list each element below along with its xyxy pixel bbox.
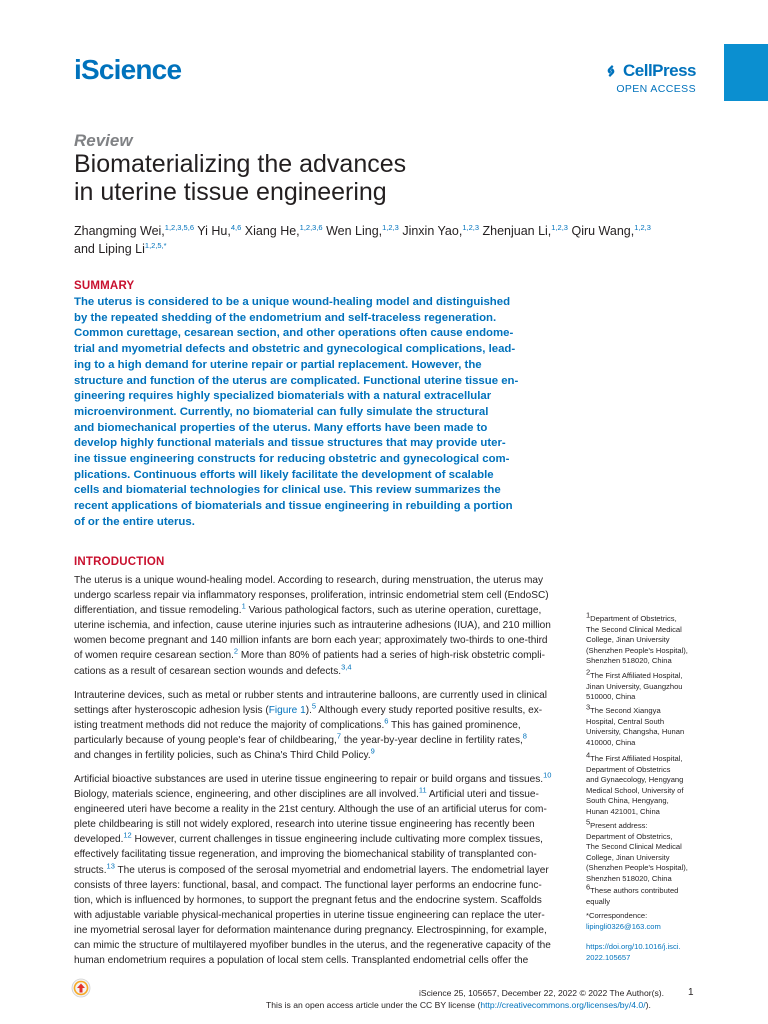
text-line	[74, 664, 558, 679]
affiliation-text: These authors contributed	[590, 886, 679, 895]
reference-mark[interactable]: 5	[311, 701, 317, 711]
summary-line: structure and function of the uterus are complicated. Functional uterine tissue en-	[74, 374, 519, 387]
text-run: However, current challenges in tissue engineering include cultivating more complex tissues,	[131, 834, 543, 846]
author-name: Xiang He,	[244, 224, 300, 238]
affiliation-text: Hospital, Central South	[586, 716, 665, 726]
intro-paragraph-1	[74, 573, 558, 679]
text-run: tion, which is influenced by hormones, to support the pregnant fetus and the endocrine system. Scaffolds	[74, 894, 542, 906]
affiliation-number: 2	[586, 667, 591, 677]
summary-line: develop highly functional materials and tissue structures that may provide uter-	[74, 437, 506, 450]
text-line	[74, 603, 558, 618]
text-run: settings after hysteroscopic adhesion lysis (	[74, 705, 269, 717]
reference-mark[interactable]: 1	[241, 601, 246, 611]
author-name: Zhangming Wei,	[74, 224, 165, 238]
summary-line: microenvironment. Currently, no biomaterial can fully simulate the structural	[74, 405, 489, 418]
affiliation-line	[586, 897, 706, 908]
text-run: consists of three layers: functional, basal, and compact. The functional layer performs an endocrine func-	[74, 879, 542, 891]
text-line	[74, 817, 558, 832]
affiliation-text: College, Jinan University	[586, 852, 670, 862]
affiliation-text: The Second Clinical Medical	[586, 624, 682, 634]
summary-line: by the repeated shedding of the endometrium and self-traceless regeneration.	[74, 311, 497, 324]
text-line	[74, 938, 558, 953]
text-run: structs.	[74, 864, 107, 876]
text-line	[74, 748, 558, 763]
accent-block	[724, 44, 768, 101]
figure-link[interactable]: Figure 1	[268, 705, 306, 717]
summary-heading: SUMMARY	[74, 280, 135, 292]
affiliation-text: South China, Hengyang,	[586, 796, 669, 805]
text-run: plete childbearing is still not widely explored, research into uterine tissue engineering has recently been	[74, 819, 535, 831]
text-run: cations as a result of cesarean section wounds and defects.	[74, 665, 342, 677]
reference-mark[interactable]: 10	[543, 770, 552, 780]
text-line	[74, 633, 558, 648]
summary-text	[74, 295, 558, 531]
text-run: Intrauterine devices, such as metal or rubber stents and intrauterine balloons, are currently used in clinical	[74, 690, 547, 701]
reference-mark[interactable]: 9	[370, 747, 375, 757]
text-run: women become pregnant and 140 million infants are born each year; approximately two-thirds to one-third	[74, 635, 548, 647]
author-affiliation-marks: 1,2,3	[551, 222, 568, 232]
doi-line[interactable]: https://doi.org/10.1016/j.isci.	[586, 942, 681, 951]
summary-line: recent applications of biomaterials and tissue engineering in rebuilding a portion	[74, 500, 513, 513]
affiliation-text: 410000, China	[586, 737, 636, 747]
affiliation-text: The First Affiliated Hospital,	[590, 671, 683, 680]
affiliation-line	[586, 775, 706, 786]
affiliation-line	[586, 863, 706, 874]
text-line	[74, 863, 558, 878]
affiliation-line	[586, 702, 706, 717]
affiliation-number: 4	[586, 750, 591, 760]
text-run: with adjustable variable physical-mechanical properties in uterine tissue engineering can replace the uter-	[74, 909, 545, 921]
author-name: Jinxin Yao,	[402, 224, 463, 238]
article-type: Review	[74, 131, 133, 150]
author-affiliation-marks: 4,6	[230, 222, 242, 232]
intro-paragraph-3	[74, 772, 558, 968]
affiliation-2	[586, 667, 706, 703]
author-name: Yi Hu,	[197, 224, 231, 238]
affiliation-4	[586, 750, 706, 817]
affiliation-line	[586, 807, 706, 818]
affiliation-line	[586, 882, 706, 897]
summary-line: trial and myometrial defects and obstetric and gynecological complications, lead-	[74, 343, 516, 356]
affiliation-number: 6	[586, 882, 591, 892]
text-line	[74, 908, 558, 923]
license-prefix: This is an open access article under the CC BY license (	[266, 1000, 481, 1010]
summary-line: ine tissue engineering constructs for reducing obstetric and gynecological com-	[74, 453, 510, 466]
text-line	[74, 703, 558, 718]
check-for-updates-icon[interactable]	[71, 978, 91, 998]
text-run: The uterus is a unique wound-healing model. According to research, during menstruation, the uterus may	[74, 575, 544, 586]
reference-mark[interactable]: 2	[233, 647, 239, 657]
text-line	[74, 648, 558, 663]
text-run: undergo scarless repair via inflammatory responses, proliferation, intrinsic endometrial stem cell (EndoSC)	[74, 590, 549, 602]
affiliation-6	[586, 882, 706, 907]
text-run: The uterus is composed of the serosal myometrial and endometrial layers. The endometrial layer	[114, 864, 549, 876]
affiliation-line	[586, 625, 706, 636]
affiliation-line	[586, 832, 706, 843]
affiliation-text: Hunan 421001, China	[586, 806, 660, 816]
affiliation-text: equally	[586, 896, 611, 906]
affiliation-text: (Shenzhen People's Hospital),	[586, 863, 688, 872]
text-line	[74, 718, 558, 733]
affiliation-line	[586, 717, 706, 728]
intro-paragraph-2	[74, 688, 558, 763]
text-run: differentiation, and tissue remodeling.	[74, 605, 242, 617]
affiliation-line	[586, 682, 706, 693]
author-list	[74, 222, 714, 258]
text-run: More than 80% of patients had a series of high-risk obstetric compli-	[238, 650, 545, 662]
affiliation-line	[586, 874, 706, 885]
text-run: developed.	[74, 834, 124, 846]
license-suffix: ).	[645, 1000, 651, 1010]
correspondence-label: *Correspondence:	[586, 911, 648, 920]
affiliation-text: The Second Clinical Medical	[586, 842, 682, 851]
summary-line: The uterus is considered to be a unique wound-healing model and distinguished	[74, 296, 511, 308]
author-name: Wen Ling,	[326, 224, 383, 238]
reference-mark[interactable]: 8	[522, 731, 527, 741]
text-run: Although every study reported positive results, ex-	[316, 705, 543, 717]
text-run: This has gained prominence,	[388, 720, 521, 732]
introduction-heading: INTRODUCTION	[74, 556, 165, 568]
license-link[interactable]: http://creativecommons.org/licenses/by/4.0/	[480, 1000, 646, 1010]
affiliation-text: 510000, China	[586, 692, 636, 701]
affiliation-line	[586, 738, 706, 749]
affiliation-number: 5	[586, 817, 591, 827]
text-run: ine myometrial serosal layer for deformation maintenance during pregnancy. Electrospinning, for example,	[74, 924, 547, 936]
text-run: uterine ischemia, and infection, cause uterine injuries such as intrauterine adhesions (IUA), and 210 million	[74, 620, 551, 632]
text-run: effectively facilitating tissue regeneration, and improving the biomechanical stability of transplanted con-	[74, 849, 537, 861]
text-line	[74, 893, 558, 908]
summary-line: gineering requires highly specialized biomaterials with a natural extracellular	[74, 390, 492, 403]
author-name: and Liping Li	[74, 242, 145, 256]
page-number: 1	[688, 987, 694, 998]
affiliation-line	[586, 750, 706, 765]
author-affiliation-marks: 1,2,5,*	[144, 240, 167, 250]
affiliation-line	[586, 667, 706, 682]
affiliation-line	[586, 692, 706, 703]
reference-mark[interactable]: 6	[384, 716, 389, 726]
title-line: in uterine tissue engineering	[74, 178, 387, 206]
affiliation-text: Department of Obstetrics,	[590, 614, 677, 623]
affiliation-text: Present address:	[590, 821, 648, 830]
affiliation-line	[586, 610, 706, 625]
text-line	[74, 588, 558, 603]
text-line	[74, 832, 558, 847]
reference-mark[interactable]: 11	[418, 785, 427, 795]
affiliation-number: 1	[586, 610, 591, 620]
affiliation-text: Department of Obstetrics,	[586, 831, 673, 841]
affiliation-text: The Second Xiangya	[590, 706, 661, 715]
affiliation-line	[586, 656, 706, 667]
summary-line: Common curettage, cesarean section, and other operations often cause endome-	[74, 327, 514, 340]
license-line	[266, 1000, 651, 1010]
author-affiliation-marks: 1,2,3,6	[299, 222, 323, 232]
affiliation-line	[586, 786, 706, 797]
cellpress-logo-icon	[602, 63, 620, 79]
affiliation-line	[586, 635, 706, 646]
reference-mark[interactable]: 7	[336, 731, 342, 741]
author-name: Qiru Wang,	[571, 224, 635, 238]
text-run: Artificial bioactive substances are used in uterine tissue engineering to repair or build organs and tissues.	[74, 774, 544, 785]
affiliation-line	[586, 817, 706, 832]
affiliation-line	[586, 765, 706, 776]
affiliation-text: The First Affiliated Hospital,	[590, 754, 683, 763]
correspondence-email[interactable]: lipingli0326@163.com	[586, 921, 661, 931]
reference-mark[interactable]: 12	[123, 831, 132, 841]
reference-mark[interactable]: 13	[106, 861, 115, 871]
author-affiliation-marks: 1,2,3	[462, 222, 479, 232]
text-run: isting treatment methods did not reduce the majority of complications.	[74, 720, 385, 732]
text-run: of women require cesarean section.	[74, 650, 234, 662]
text-run: Artificial uteri and tissue-	[426, 789, 539, 801]
author-affiliation-marks: 1,2,3,5,6	[164, 222, 194, 232]
open-access-label: OPEN ACCESS	[616, 83, 696, 95]
text-run: Biology, materials science, engineering, and other disciplines are all involved.	[74, 789, 419, 801]
reference-mark[interactable]: 3,4	[341, 662, 352, 672]
doi-line[interactable]: 2022.105657	[586, 952, 631, 962]
text-run: particularly because of young people's fear of childbearing,	[74, 735, 337, 747]
citation-line: iScience 25, 105657, December 22, 2022 © 2022 The Author(s).	[418, 988, 664, 998]
affiliation-number: 3	[586, 702, 591, 712]
affiliation-line	[586, 796, 706, 807]
text-line	[74, 923, 558, 938]
text-run: and changes in fertility policies, such as China's Third Child Policy.	[74, 750, 371, 762]
affiliation-1	[586, 610, 706, 667]
affiliation-line	[586, 646, 706, 657]
affiliation-text: Medical School, University of	[586, 785, 684, 795]
affiliation-text: Jinan University, Guangzhou	[586, 681, 683, 691]
summary-line: plications. Continuous efforts will likely facilitate the development of scalable	[74, 468, 494, 481]
summary-line: cells and biomaterial technologies for clinical use. This review summarizes the	[74, 484, 501, 497]
text-run: ).	[305, 705, 312, 717]
text-run: the year-by-year decline in fertility rates,	[341, 735, 523, 747]
author-affiliation-marks: 1,2,3	[634, 222, 651, 232]
affiliation-line	[586, 727, 706, 738]
affiliation-line	[586, 853, 706, 864]
text-run: can mimic the structure of multilayered myofiber bundles in the uterus, and the regenerative capacity of the	[74, 940, 551, 952]
affiliation-text: Department of Obstetrics	[586, 764, 671, 774]
text-line	[74, 573, 558, 588]
article-title	[74, 150, 634, 206]
affiliation-line	[586, 842, 706, 853]
author-affiliation-marks: 1,2,3	[382, 222, 399, 232]
summary-line: of or the entire uterus.	[74, 515, 195, 528]
affiliation-text: Shenzhen 518020, China	[586, 873, 672, 883]
text-line	[74, 802, 558, 817]
affiliation-text: Shenzhen 518020, China	[586, 656, 672, 665]
publisher-name: CellPress	[623, 61, 696, 80]
text-line	[74, 772, 558, 787]
journal-name: iScience	[74, 54, 182, 85]
correspondence-block	[586, 911, 706, 963]
affiliation-text: (Shenzhen People's Hospital),	[586, 645, 688, 655]
affiliation-text: University, Changsha, Hunan	[586, 727, 685, 736]
text-line	[74, 733, 558, 748]
author-name: Zhenjuan Li,	[482, 224, 552, 238]
summary-line: and biomechanical properties of the uterus. Many efforts have been made to	[74, 421, 488, 434]
publisher-logo	[586, 62, 696, 95]
text-line	[74, 847, 558, 862]
summary-line: ing to a high demand for uterine repair or partial replacement. However, the	[74, 358, 482, 371]
affiliation-text: College, Jinan University	[586, 635, 670, 644]
affiliation-5	[586, 817, 706, 884]
doi-link[interactable]	[586, 942, 706, 963]
text-line	[74, 953, 558, 968]
title-line: Biomaterializing the advances	[74, 150, 407, 178]
text-run: engineered uteri have become a reality in the 21st century. Although the use of an artificial uterus for com-	[74, 804, 547, 816]
text-run: Various pathological factors, such as uterine operation, curettage,	[245, 605, 542, 617]
affiliation-text: and Gynaecology, Hengyang	[586, 775, 684, 784]
text-line	[74, 878, 558, 893]
affiliation-3	[586, 702, 706, 748]
text-run: human endometrium requires a population of local stem cells. Transplanted endometrial cells offer the	[74, 955, 529, 967]
text-line	[74, 618, 558, 633]
text-line	[74, 787, 558, 802]
